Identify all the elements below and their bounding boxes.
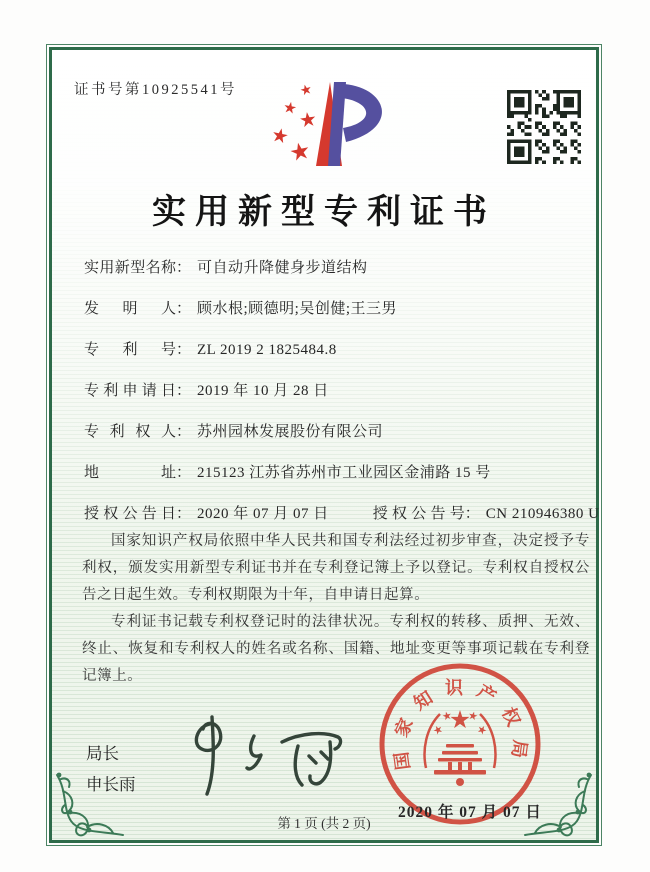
director-signature bbox=[170, 710, 360, 805]
field-label: 授权公告号 bbox=[372, 506, 465, 522]
page-number: 第 1 页 (共 2 页) bbox=[277, 816, 371, 831]
grant-date-value: 2020 年 07 月 07 日 bbox=[197, 506, 329, 522]
field-label: 发明人 bbox=[84, 301, 176, 317]
field-label: 专利申请日 bbox=[84, 383, 176, 399]
legal-paragraph-1: 国家知识产权局依照中华人民共和国专利法经过初步审查，决定授予专利权，颁发实用新型专利证书并在专利登记簿上予以登记。专利权自授权公告之日起生效。专利权期限为十年，自申请日起算。 bbox=[82, 533, 590, 603]
field-value: ZL 2019 2 1825484.8 bbox=[197, 342, 337, 358]
legal-paragraph-2: 专利证书记载专利权登记时的法律状况。专利权的转移、质押、无效、终止、恢复和专利权人的姓名或名称、国籍、地址变更等事项记载在专利登记簿上。 bbox=[82, 614, 590, 684]
field-value: 顾水根;顾德明;吴创健;王三男 bbox=[197, 301, 398, 317]
cnipa-logo-icon bbox=[258, 76, 402, 176]
field-row-address: 地址： 215123 江苏省苏州市工业园区金浦路 15 号 bbox=[84, 461, 590, 485]
field-value: 2019 年 10 月 28 日 bbox=[197, 383, 329, 399]
svg-text:国家知识产权局 bbox=[390, 677, 531, 771]
field-label: 专利权人 bbox=[84, 424, 176, 440]
field-value: 可自动升降健身步道结构 bbox=[197, 260, 368, 276]
field-value: 苏州园林发展股份有限公司 bbox=[197, 424, 384, 440]
seal-date: 2020 年 07 月 07 日 bbox=[398, 804, 542, 821]
field-label: 地址 bbox=[84, 465, 176, 481]
qr-code bbox=[507, 90, 581, 164]
field-label: 授权公告日 bbox=[84, 506, 176, 522]
grant-number-value: CN 210946380 U bbox=[485, 506, 600, 522]
field-label: 专利号 bbox=[84, 342, 176, 358]
field-row-filing-date: 专利申请日： 2019 年 10 月 28 日 bbox=[84, 379, 590, 403]
certificate-outer-frame bbox=[46, 44, 602, 846]
field-row-grant: 授权公告日： 2020 年 07 月 07 日 授权公告号： CN 210946380 U bbox=[84, 502, 590, 526]
field-row-inventors: 发明人： 顾水根;顾德明;吴创健;王三男 bbox=[84, 297, 590, 321]
director-title: 局长 bbox=[86, 744, 119, 763]
field-row-name: 实用新型名称： 可自动升降健身步道结构 bbox=[84, 256, 590, 280]
seal-text: 国家知识产权局 bbox=[389, 678, 531, 772]
certificate-fields bbox=[84, 256, 600, 543]
field-value: 215123 江苏省苏州市工业园区金浦路 15 号 bbox=[197, 465, 491, 481]
field-label: 实用新型名称 bbox=[84, 260, 176, 276]
field-row-patentee: 专利权人： 苏州园林发展股份有限公司 bbox=[84, 420, 590, 444]
corner-ornament-icon bbox=[53, 765, 127, 839]
director-name: 申长雨 bbox=[86, 775, 136, 794]
certificate-inner-frame bbox=[49, 47, 599, 843]
certificate-number: 证书号第10925541号 bbox=[74, 82, 237, 98]
certificate-title: 实用新型专利证书 bbox=[152, 194, 496, 231]
field-row-patent-number: 专利号： ZL 2019 2 1825484.8 bbox=[84, 338, 590, 362]
